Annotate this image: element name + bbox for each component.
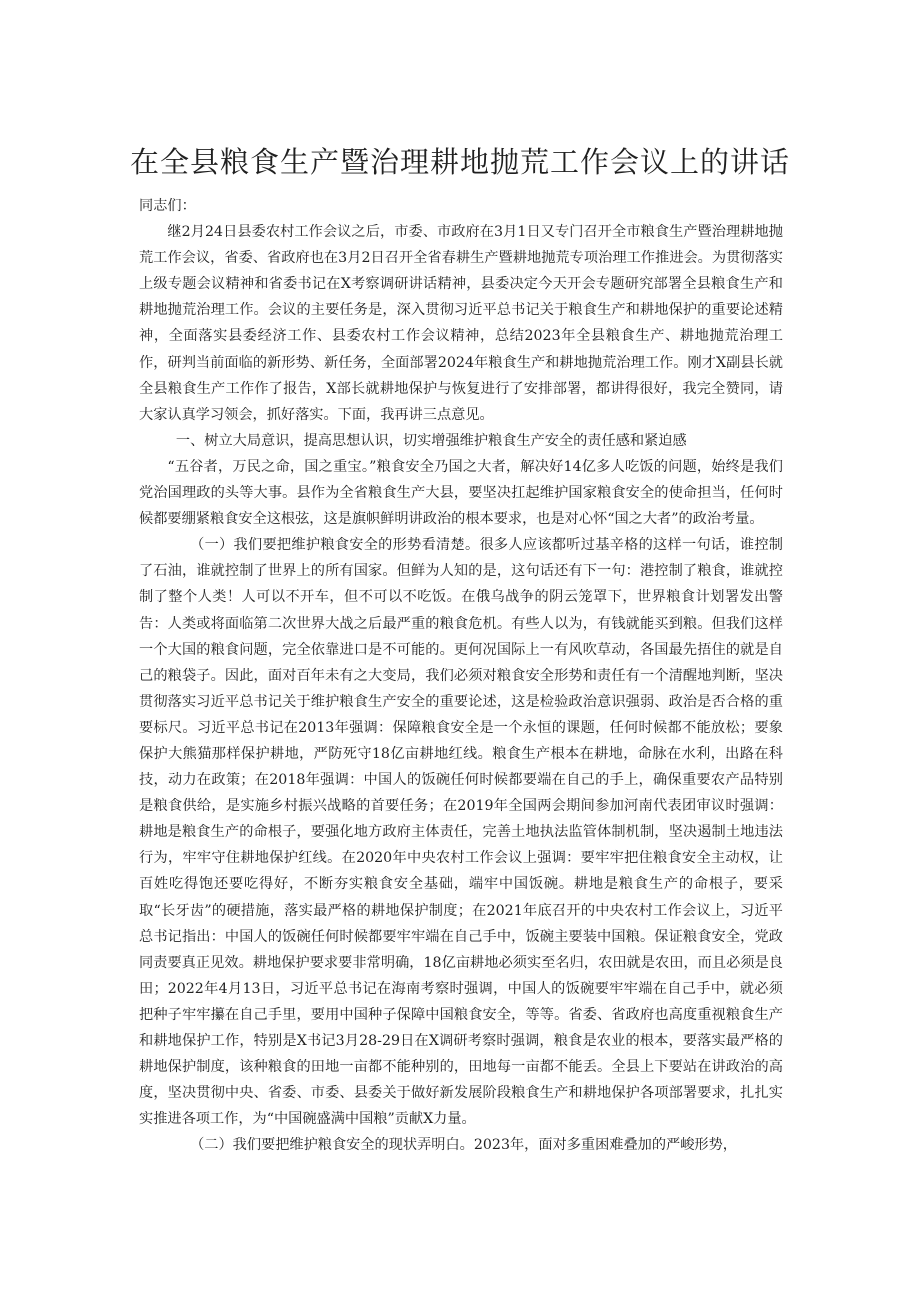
paragraph-intro: 继2月24日县委农村工作会议之后，市委、市政府在3月1日又专门召开全市粮食生产暨治理耕地抛荒工作会议，省委、省政府也在3月2日召开全省春耕生产暨耕地抛荒专项治理工作推进会。为贯彻落实上级专题会议精神和省委书记在X考察调研讲话精神，县委决定今天开会专题研究部署全县粮食生产和耕地抛荒治理工作。会议的主要任务是，深入贯彻习近平总书记关于粮食生产和耕地保护的重要论述精神，全面落实县委经济工作、县委农村工作会议精神，总结2023年全县粮食生产、耕地抛荒治理工作，研判当前面临的新形势、新任务，全面部署2024年粮食生产和耕地抛荒治理工作。刚才X副县长就全县粮食生产工作作了报告，X部长就耕地保护与恢复进行了安排部署，都讲得很好，我完全赞同，请大家认真学习领会，抓好落实。下面，我再讲三点意见。: [139, 224, 783, 423]
paragraph-subsection-1: （一）我们要把维护粮食安全的形势看清楚。很多人应该都听过基辛格的这样一句话，谁控制了石油，谁就控制了世界上的所有国家。但鲜为人知的是，这句话还有下一句：港控制了粮食，谁就控制了整个人类！人可以不开车，但不可以不吃饭。在俄乌战争的阴云笼罩下，世界粮食计划署发出警告：人类或将面临第二次世界大战之后最严重的粮食危机。有些人以为，有钱就能买到粮。但我们这样一个大国的粮食问题，完全依靠进口是不可能的。更何况国际上一有风吹草动，各国最先捂住的就是自己的粮袋子。因此，面对百年未有之大变局，我们必须对粮食安全形势和责任有一个清醒地判断，坚决贯彻落实习近平总书记关于维护粮食生产安全的重要论述，这是检验政治意识强弱、政治是否合格的重要标尺。习近平总书记在2013年强调：保障粮食安全是一个永恒的课题，任何时候都不能放松；要象保护大熊猫那样保护耕地，严防死守18亿亩耕地红线。粮食生产根本在耕地，命脉在水利，出路在科技，动力在政策；在2018年强调：中国人的饭碗任何时候都要端在自己的手上，确保重要农产品特别是粮食供给，是实施乡村振兴战略的首要任务；在2019年全国两会期间参加河南代表团审议时强调：耕地是粮食生产的命根子，要强化地方政府主体责任，完善土地执法监管体制机制，坚决遏制土地违法行为，牢牢守住耕地保护红线。在2020年中央农村工作会议上强调：要牢牢把住粮食安全主动权，让百姓吃得饱还要吃得好，不断夯实粮食安全基础，端牢中国饭碗。耕地是粮食生产的命根子，要采取“长牙齿”的硬措施，落实最严格的耕地保护制度；在2021年底召开的中央农村工作会议上，习近平总书记指出：中国人的饭碗任何时候都要牢牢端在自己手中，饭碗主要装中国粮。保证粮食安全，党政同责要真正见效。耕地保护要求要非常明确，18亿亩耕地必须实至名归，农田就是农田，而且必须是良田；2022年4月13日，习近平总书记在海南考察时强调，中国人的饭碗要牢牢端在自己手中，就必须把种子牢牢攥在自己手里，要用中国种子保障中国粮食安全，等等。省委、省政府也高度重视粮食生产和耕地保护工作，特别是X书记3月28-29日在X调研考察时强调，粮食是农业的根本，要落实最严格的耕地保护制度，该种粮食的田地一亩都不能种别的，田地每一亩都不能丢。全县上下要站在讲政治的高度，坚决贯彻中央、省委、市委、县委关于做好新发展阶段粮食生产和耕地保护各项部署要求，扎扎实实推进各项工作，为“中国碗盛满中国粮”贡献X力量。: [139, 537, 783, 1128]
document-title: 在全县粮食生产暨治理耕地抛荒工作会议上的讲话: [129, 145, 790, 179]
paragraph-subsection-2: （二）我们要把维护粮食安全的现状弄明白。2023年，面对多重困难叠加的严峻形势，: [190, 1137, 737, 1154]
document-body: [139, 193, 783, 1158]
salutation: 同志们：: [139, 198, 196, 214]
section-heading-1: 一、树立大局意识，提高思想认识，切实增强维护粮食生产安全的责任感和紧迫感: [175, 432, 687, 449]
paragraph-quote: “五谷者，万民之命，国之重宝。”粮食安全乃国之大者，解决好14亿多人吃饭的问题，始终是我们党治国理政的头等大事。县作为全省粮食生产大县，要坚决扛起维护国家粮食安全的使命担当，任何时候都要绷紧粮食安全这根弦，这是旗帜鲜明讲政治的根本要求，也是对心怀“国之大者”的政治考量。: [139, 458, 783, 528]
